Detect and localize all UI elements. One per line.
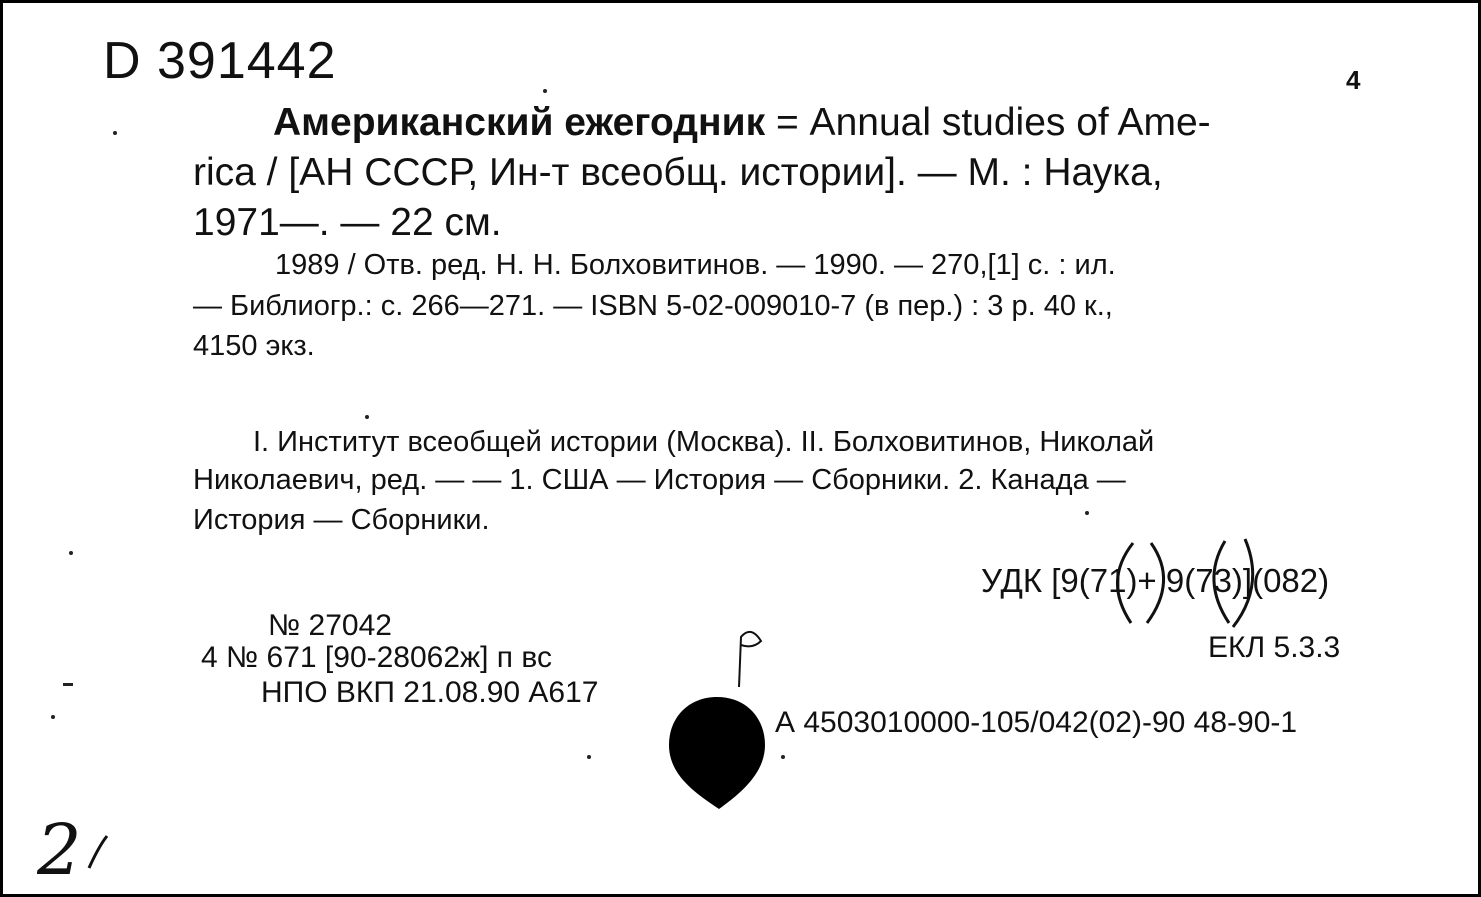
order-line: 4 № 671 [90-28062ж] п вс — [201, 641, 552, 674]
speck — [781, 755, 785, 759]
main-entry-line — [273, 99, 1211, 146]
speck — [63, 683, 73, 686]
handwritten-number-icon — [37, 808, 117, 883]
ekl-code: ЕКЛ 5.3.3 — [1208, 631, 1341, 664]
speck — [69, 551, 73, 555]
svg-text:2: 2 — [37, 809, 82, 883]
title-rest: = Annual studies of Ame- — [765, 101, 1211, 144]
price-code: А 4503010000-105/042(02)-90 48-90-1 — [775, 706, 1298, 739]
corner-mark: 4 — [1346, 65, 1361, 95]
card-call-number: D 391442 — [103, 32, 337, 90]
volume-line: 4150 экз. — [193, 330, 315, 362]
pencil-mark-icon — [729, 619, 769, 689]
main-entry-line: rica / [АН СССР, Ин-т всеобщ. истории]. — М. : Наука, — [193, 151, 1163, 194]
udk-code: УДК [9(71)+ 9(73)](082) — [981, 562, 1330, 599]
ink-blot-icon — [667, 695, 767, 811]
volume-line: 1989 / Отв. ред. Н. Н. Болховитинов. — 1990. — 270,[1] с. : ил. — [275, 249, 1116, 281]
speck — [543, 89, 547, 93]
main-entry-line: 1971—. — 22 см. — [193, 201, 502, 244]
tracing-line: История — Сборники. — [193, 504, 490, 536]
speck — [1085, 511, 1089, 515]
order-line: № 27042 — [268, 609, 392, 642]
order-line: НПО ВКП 21.08.90 А617 — [261, 676, 599, 709]
volume-line: — Библиогр.: с. 266—271. — ISBN 5-02-009010-7 (в пер.) : 3 р. 40 к., — [193, 290, 1113, 322]
speck — [113, 131, 117, 135]
tracing-line: Николаевич, ред. — — 1. США — История — Сборники. 2. Канада — — [193, 464, 1126, 496]
speck — [587, 755, 591, 759]
tracing-line: I. Институт всеобщей истории (Москва). II. Болховитинов, Николай — [253, 426, 1155, 458]
udk-handwritten-brackets — [1083, 531, 1263, 631]
title-bold: Американский ежегодник — [273, 101, 766, 144]
speck — [51, 715, 55, 719]
speck — [365, 415, 369, 419]
